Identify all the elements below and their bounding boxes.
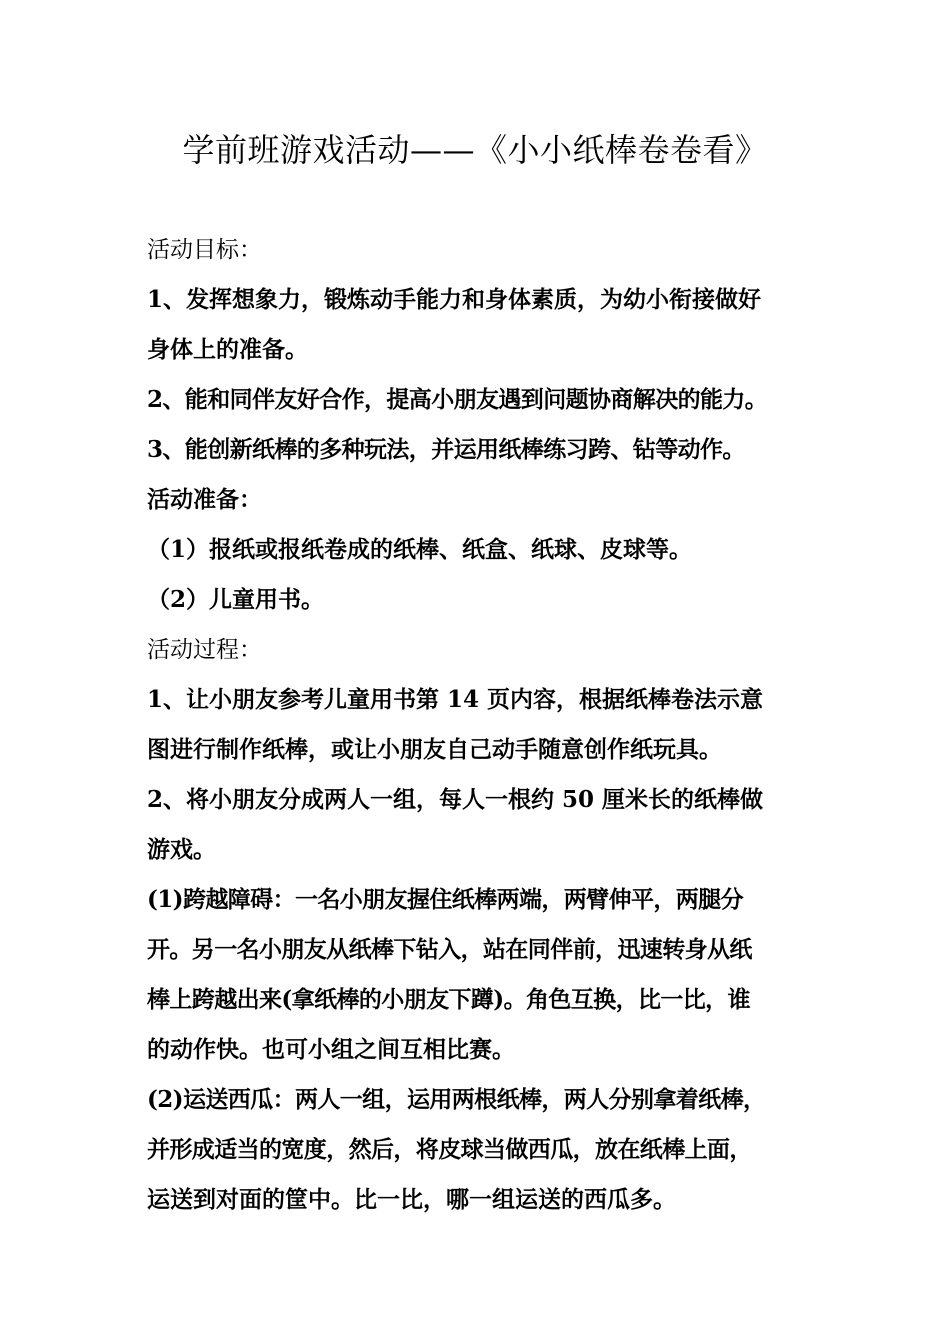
game-2-line-1: (2)运送西瓜：两人一组，运用两根纸棒，两人分别拿着纸棒， [147,1086,766,1113]
game-2-line-3: 运送到对面的筐中。比一比，哪一组运送的西瓜多。 [147,1186,676,1213]
preparation-item-2: （2）儿童用书。 [147,586,325,613]
goal-3: 3、能创新纸棒的多种玩法，并运用纸棒练习跨、钻等动作。 [147,436,745,463]
game-1-line-3: 棒上跨越出来(拿纸棒的小朋友下蹲)。角色互换，比一比，谁 [147,986,750,1013]
process-step-2-line-1: 2、将小朋友分成两人一组，每人一根约 50 厘米长的纸棒做 [147,786,764,813]
game-2-line-2: 并形成适当的宽度，然后，将皮球当做西瓜，放在纸棒上面， [147,1136,752,1163]
document-title: 学前班游戏活动——《小小纸棒卷卷看》 [182,131,768,169]
game-1-line-2: 开。另一名小朋友从纸棒下钻入，站在同伴前，迅速转身从纸 [147,936,752,963]
preparation-item-1: （1）报纸或报纸卷成的纸棒、纸盒、纸球、皮球等。 [147,536,693,563]
game-1-line-1: (1)跨越障碍：一名小朋友握住纸棒两端，两臂伸平，两腿分 [147,886,743,913]
goal-1-line-2: 身体上的准备。 [147,336,308,363]
section-heading-process: 活动过程： [147,637,262,663]
process-step-2-line-2: 游戏。 [147,836,216,863]
game-1-line-4: 的动作快。也可小组之间互相比赛。 [147,1036,515,1063]
section-heading-goals: 活动目标： [147,237,262,263]
goal-1-line-1: 1、发挥想象力，锻炼动手能力和身体素质，为幼小衔接做好 [147,286,762,313]
document-body [147,225,819,1225]
process-step-1-line-1: 1、让小朋友参考儿童用书第 14 页内容，根据纸棒卷法示意 [147,686,764,713]
process-step-1-line-2: 图进行制作纸棒，或让小朋友自己动手随意创作纸玩具。 [147,736,722,763]
goal-2: 2、能和同伴友好合作，提高小朋友遇到问题协商解决的能力。 [147,386,768,413]
section-heading-preparation: 活动准备： [147,486,262,513]
